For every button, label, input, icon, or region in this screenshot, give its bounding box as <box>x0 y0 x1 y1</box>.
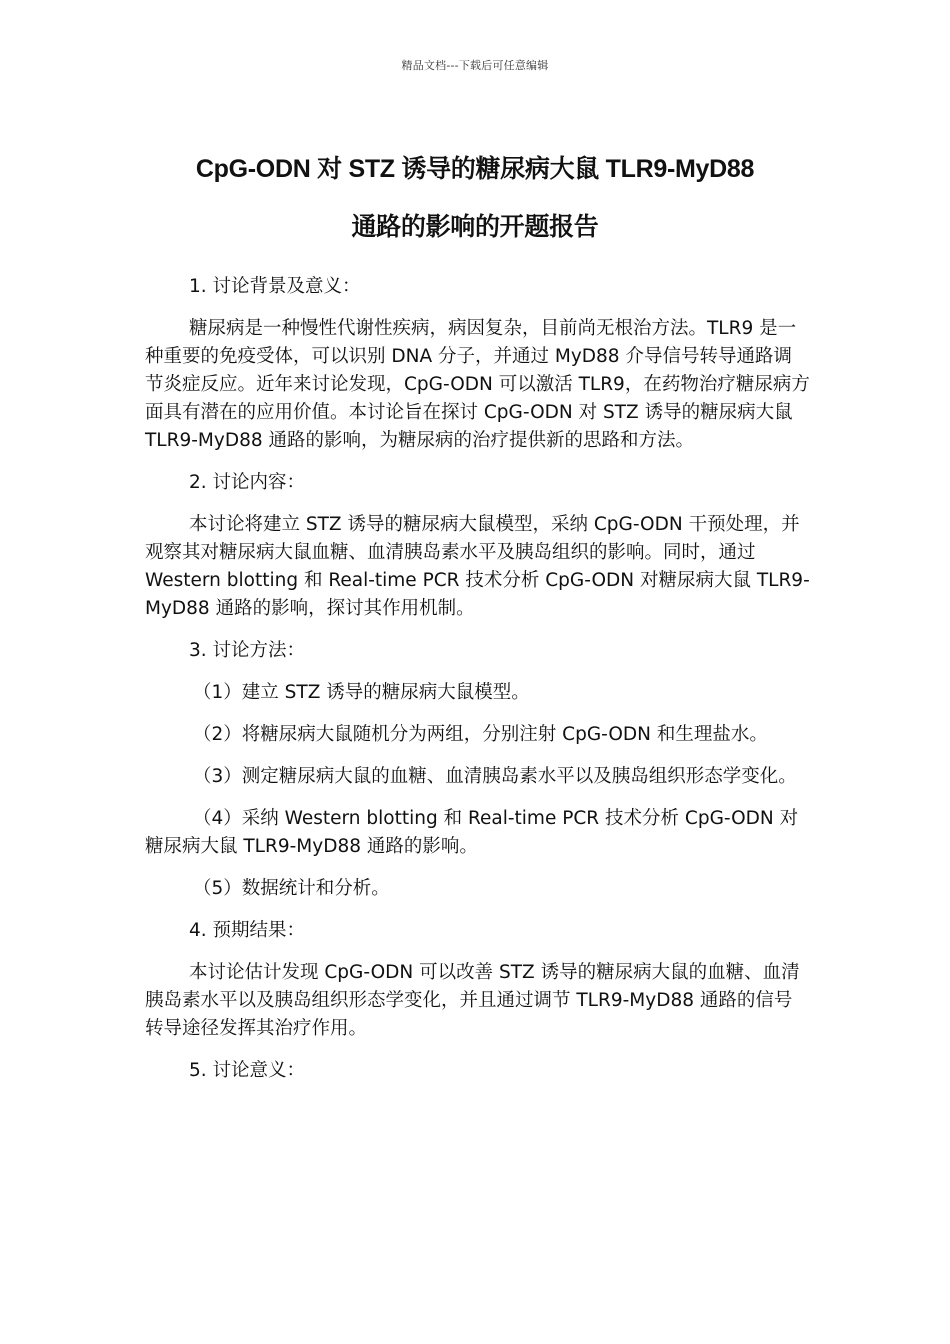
method-item-1: （1）建立 STZ 诱导的糖尿病大鼠模型。 <box>193 682 530 703</box>
document-title <box>100 140 850 256</box>
method-item-3: （3）测定糖尿病大鼠的血糖、血清胰岛素水平以及胰岛组织形态学变化。 <box>193 766 797 787</box>
section-2-paragraph: 本讨论将建立 STZ 诱导的糖尿病大鼠模型，采纳 CpG-ODN 干预处理，并观察其对糖尿病大鼠血糖、血清胰岛素水平及胰岛组织的影响。同时，通过 Western blotting 和 Real-time PCR 技术分析 CpG-ODN 对糖尿病大鼠 TLR9-MyD88 通路的影响，探讨其作用机制。 <box>145 514 810 619</box>
section-2-heading: 2. 讨论内容： <box>189 472 306 493</box>
section-3-heading: 3. 讨论方法： <box>189 640 306 661</box>
page-header: 精品文档---下载后可任意编辑 <box>401 59 549 72</box>
section-1-paragraph: 糖尿病是一种慢性代谢性疾病，病因复杂，目前尚无根治方法。TLR9 是一种重要的免疫受体，可以识别 DNA 分子，并通过 MyD88 介导信号转导通路调节炎症反应。近年来讨论发现，CpG-ODN 可以激活 TLR9，在药物治疗糖尿病方面具有潜在的应用价值。本讨论旨在探讨 CpG-ODN 对 STZ 诱导的糖尿病大鼠 TLR9-MyD88 通路的影响，为糖尿病的治疗提供新的思路和方法。 <box>145 318 810 451</box>
section-5-heading: 5. 讨论意义： <box>189 1060 306 1081</box>
method-item-4: （4）采纳 Western blotting 和 Real-time PCR 技术分析 CpG-ODN 对糖尿病大鼠 TLR9-MyD88 通路的影响。 <box>145 808 799 857</box>
method-item-2: （2）将糖尿病大鼠随机分为两组，分别注射 CpG-ODN 和生理盐水。 <box>193 724 768 745</box>
title-line-1: CpG-ODN 对 STZ 诱导的糖尿病大鼠 TLR9-MyD88 <box>195 155 755 183</box>
section-4-heading: 4. 预期结果： <box>189 920 306 941</box>
title-line-2: 通路的影响的开题报告 <box>351 213 599 241</box>
method-item-5: （5）数据统计和分析。 <box>193 878 390 899</box>
section-4-paragraph: 本讨论估计发现 CpG-ODN 可以改善 STZ 诱导的糖尿病大鼠的血糖、血清胰岛素水平以及胰岛组织形态学变化，并且通过调节 TLR9-MyD88 通路的信号转导途径发挥其治疗作用。 <box>145 962 800 1039</box>
section-1-heading: 1. 讨论背景及意义： <box>189 276 361 297</box>
document-body <box>145 273 810 1099</box>
